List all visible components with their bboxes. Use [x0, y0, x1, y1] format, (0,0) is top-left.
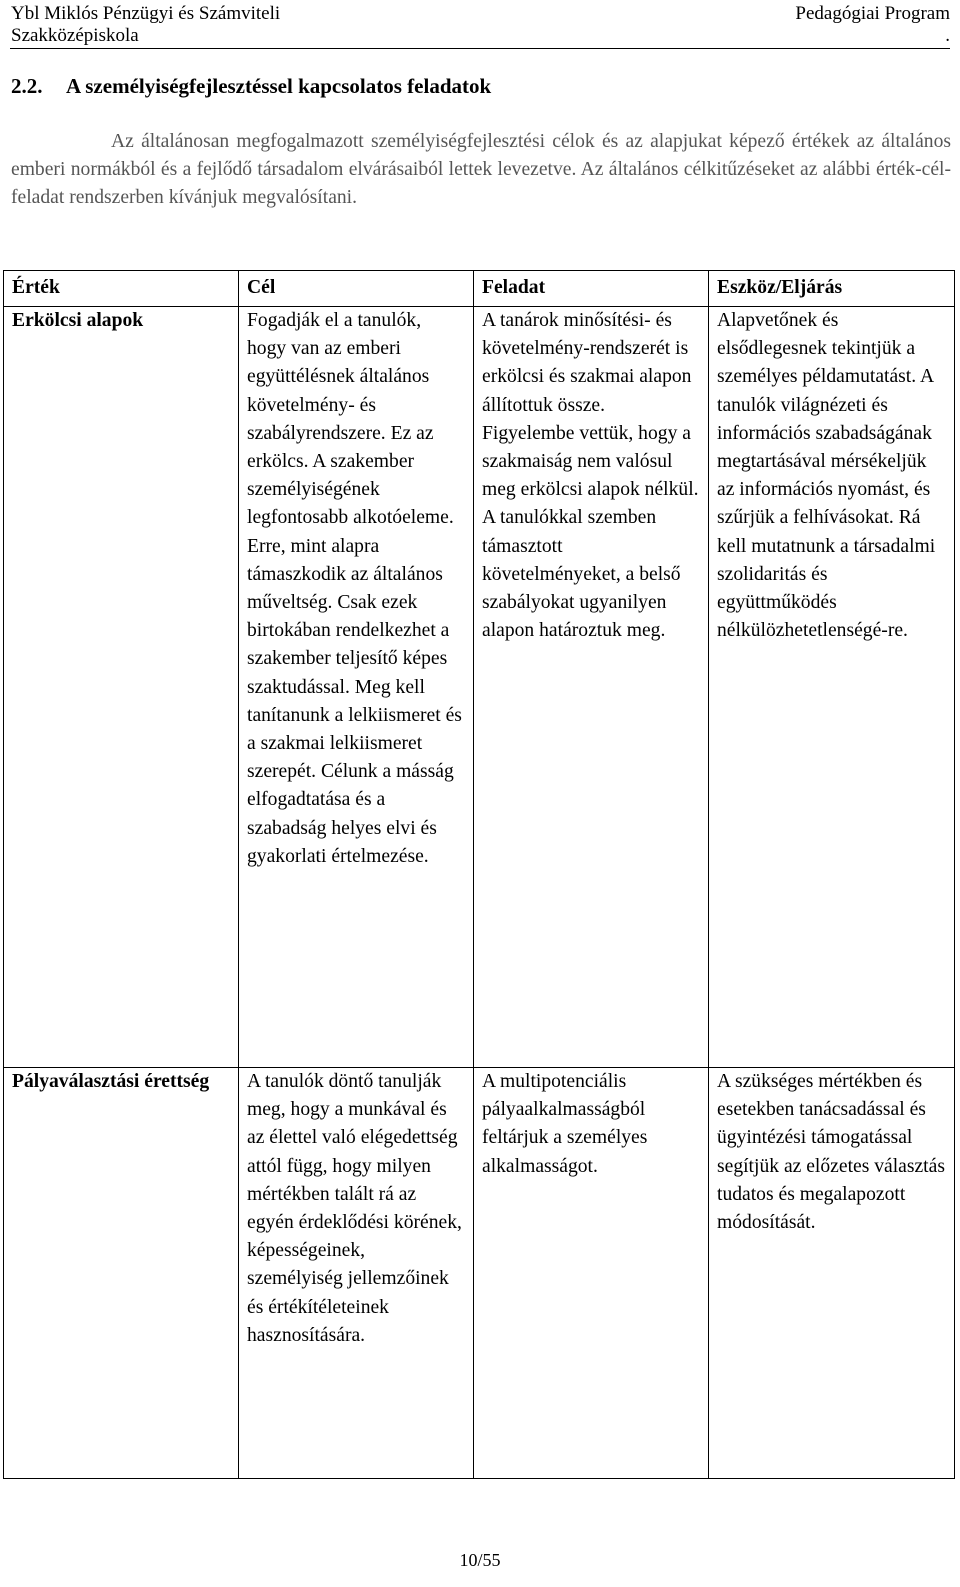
cell-task: A multipotenciális pályaalkalmasságból feltárjuk a személyes alkalmasságot. — [474, 1068, 709, 1479]
column-header-task: Feladat — [474, 271, 709, 307]
table-row — [4, 1068, 955, 1479]
cell-value: Pályaválasztási érettség — [4, 1068, 239, 1479]
cell-tool: Alapvetőnek és elsődlegesnek tekintjük a személyes példamutatást. A tanulók világnézeti és információs szabadságának megtartásával mérsékeljük az információs nyomást, és szűrjük a felhívásokat. Rá kell mutatnunk a társadalmi szolidaritás és együttműködés nélkülözhetetlenségé-re. — [709, 307, 955, 1068]
intro-paragraph — [11, 128, 951, 212]
cell-tool: A szükséges mértékben és esetekben tanácsadással és ügyintézési támogatással segítjük az előzetes választás tudatos és megalapozott módosítását. — [709, 1068, 955, 1479]
header-school-line1: Ybl Miklós Pénzügyi és Számviteli — [11, 3, 281, 24]
column-header-goal: Cél — [239, 271, 474, 307]
header-program-line2: . — [945, 25, 950, 46]
section-number: 2.2. — [11, 74, 43, 98]
column-header-value: Érték — [4, 271, 239, 307]
intro-text: Az általánosan megfogalmazott személyiségfejlesztési célok és az alapjukat képező értékek az általános emberi normákból és a fejlődő társadalom elvárásaiból lettek levezetve. Az általános célkitűzéseket az alábbi érték-cél-feladat rendszerben kívánjuk megvalósítani. — [11, 131, 951, 208]
header-program-line1: Pedagógiai Program — [795, 3, 950, 24]
header-school — [11, 3, 280, 47]
page-number: 10/55 — [459, 1550, 501, 1570]
column-header-tool: Eszköz/Eljárás — [709, 271, 955, 307]
header-divider — [10, 48, 950, 49]
cell-goal: A tanulók döntő tanulják meg, hogy a munkával és az élettel való elégedettség attól függ, hogy milyen mértékben talált rá az egyén érdeklődési körének, képességeinek, személyiség jellemzőinek és értékítéleteinek hasznosítására. — [239, 1068, 474, 1479]
table-row — [4, 307, 955, 1068]
header-program — [795, 3, 950, 47]
section-title-text: A személyiségfejlesztéssel kapcsolatos feladatok — [66, 74, 492, 98]
cell-task: A tanárok minősítési- és követelmény-rendszerét is erkölcsi és szakmai alapon állítottuk össze. Figyelembe vettük, hogy a szakmaiság nem valósul meg erkölcsi alapok nélkül. A tanulókkal szemben támasztott követelményeket, a belső szabályokat ugyanilyen alapon határoztuk meg. — [474, 307, 709, 1068]
section-title — [11, 73, 491, 99]
cell-value: Erkölcsi alapok — [4, 307, 239, 1068]
value-goal-task-table — [3, 270, 955, 1479]
table-header-row — [4, 271, 955, 307]
header-school-line2: Szakközépiskola — [11, 25, 139, 46]
cell-goal: Fogadják el a tanulók, hogy van az emberi együttélésnek általános követelmény- és szabályrendszere. Ez az erkölcs. A szakember személyiségének legfontosabb alkotóeleme. Erre, mint alapra támaszkodik az általános műveltség. Csak ezek birtokában rendelkezhet a szakember teljesítő képes szaktudással. Meg kell tanítanunk a lelkiismeret és a szakmai lelkiismeret szerepét. Célunk a másság elfogadtatása és a szabadság helyes elvi és gyakorlati értelmezése. — [239, 307, 474, 1068]
